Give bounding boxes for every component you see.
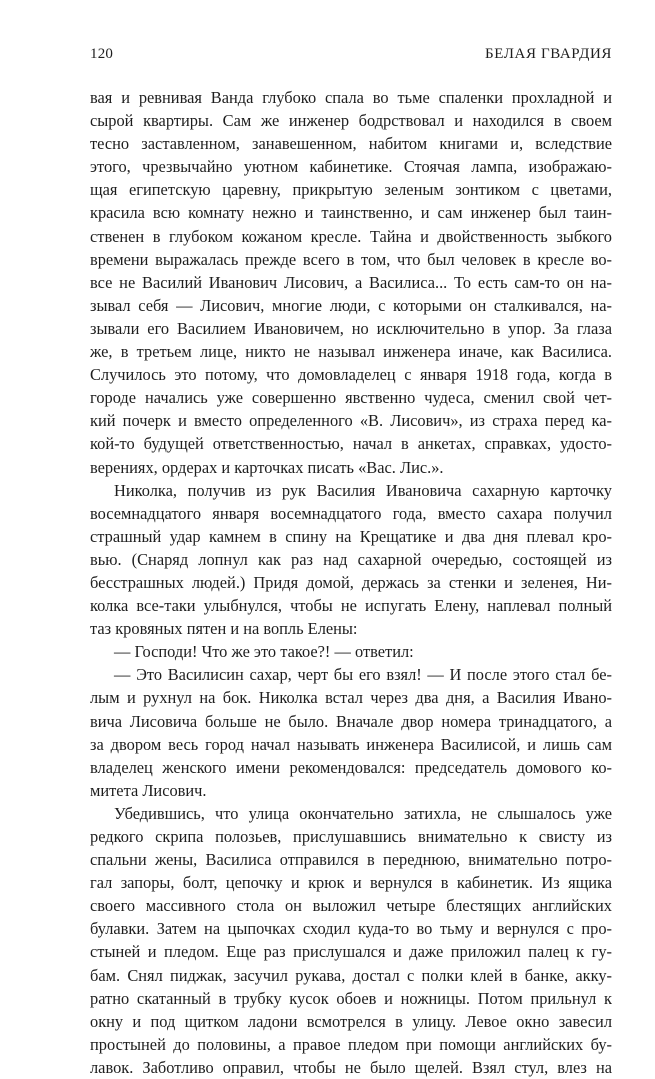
paragraph xyxy=(90,663,612,802)
text-line: восемнадцатого января восемнадцатого года, вместо сахара получил xyxy=(90,503,612,523)
text-line: страшный удар камнем в спину на Крещатике и два дня плевал кро- xyxy=(90,526,612,546)
text-line: верениях, ордерах и карточках писать «Вас. Лис.». xyxy=(90,457,444,477)
page-number: 120 xyxy=(90,46,114,62)
text-line: Убедившись, что улица окончательно затихла, не слышалось уже xyxy=(114,803,612,823)
book-title: БЕЛАЯ ГВАРДИЯ xyxy=(485,46,612,62)
paragraph xyxy=(90,479,612,641)
text-line: бесстрашных людей.) Придя домой, держась за стенки и зеленея, Ни- xyxy=(90,572,612,592)
paragraph xyxy=(90,640,612,663)
text-line: времени выражалась прежде всего в том, что был человек в кресле во- xyxy=(90,249,612,269)
text-line: стыней и пледом. Еще раз прислушался и даже приложил палец к гу- xyxy=(90,942,612,962)
text-line: за двором весь город начал называть инженера Василисой, и лишь сам xyxy=(90,734,612,754)
text-line: же, в третьем лице, никто не называл инженера иначе, как Василиса. xyxy=(90,342,612,362)
text-line: — Господи! Что же это такое?! — ответил: xyxy=(114,642,414,662)
text-line: бам. Снял пиджак, засучил рукава, достал с полки клей в банке, акку- xyxy=(90,965,612,985)
text-line: городе начались уже совершенно явственно чудеса, сменил свой чет- xyxy=(90,388,612,408)
text-line: вью. (Снаряд лопнул как раз над сахарной очередью, состоящей из xyxy=(90,549,612,569)
text-line: все не Василий Иванович Лисович, а Василиса... То есть сам-то он на- xyxy=(90,272,612,292)
text-line: редкого скрипа полозьев, прислушавшись внимательно к свисту из xyxy=(90,827,612,846)
text-line: ственен в глубоком кожаном кресле. Тайна и двойственность зыбкого xyxy=(90,226,612,246)
paragraph xyxy=(90,802,612,1079)
text-line: ратно скатанный в трубку кусок обоев и ножницы. Потом прильнул к xyxy=(90,988,612,1008)
text-line: гал запоры, болт, цепочку и крюк и вернулся в кабинетик. Из ящика xyxy=(90,873,612,893)
text-line: таз кровяных пятен и на вопль Елены: xyxy=(90,619,358,639)
text-line: сырой квартиры. Сам же инженер бодрствовал и находился в своем xyxy=(90,111,612,131)
text-line: — Это Василисин сахар, черт бы его взял! — И после этого стал бе- xyxy=(114,665,612,685)
body-text xyxy=(90,86,612,1079)
text-line: булавки. Затем на цыпочках сходил куда-то во тьму и вернулся с про- xyxy=(90,919,612,939)
text-line: своего массивного стола он выложил четыре блестящих английских xyxy=(90,896,612,916)
text-line: вича Лисовича больше не было. Вначале двор номера тринадцатого, а xyxy=(90,711,612,731)
text-line: зывал себя — Лисович, многие люди, с которыми он сталкивался, на- xyxy=(90,295,612,315)
text-line: тесно заставленном, занавешенном, набитом книгами и, вследствие xyxy=(90,134,612,154)
text-line: Николка, получив из рук Василия Ивановича сахарную карточку xyxy=(114,480,612,500)
text-line: кий почерк и вместо определенного «В. Лисович», из страха перед ка- xyxy=(90,411,612,431)
paragraph xyxy=(90,86,612,479)
text-line: щая египетскую царевну, прикрытую зеленым зонтиком с цветами, xyxy=(90,180,612,200)
text-line: этого, чрезвычайно уютном кабинетике. Стоячая лампа, изображаю- xyxy=(90,157,612,177)
text-line: митета Лисович. xyxy=(90,780,207,800)
running-head xyxy=(90,44,612,64)
text-line: спальни жены, Василиса отправился в переднюю, внимательно потро- xyxy=(90,850,612,870)
text-line: зывали его Василием Ивановичем, но исключительно в упор. За глаза xyxy=(90,318,612,338)
text-line: колка все-таки улыбнулся, чтобы не испугать Елену, наплевал полный xyxy=(90,596,612,616)
text-line: кой-то будущей ответственностью, начал в анкетах, справках, удосто- xyxy=(90,434,612,454)
text-line: красила всю комнату нежно и таинственно, и сам инженер был таин- xyxy=(90,203,612,223)
text-line: окну и под щитком ладони всмотрелся в улицу. Левое окно завесил xyxy=(90,1011,612,1031)
text-line: простыней до половины, а правое пледом при помощи английских бу- xyxy=(90,1034,612,1054)
text-line: вая и ревнивая Ванда глубоко спала во тьме спаленки прохладной и xyxy=(90,88,612,107)
text-line: лым и рухнул на бок. Николка встал через два дня, а Василия Ивано- xyxy=(90,688,612,708)
text-line: Случилось это потому, что домовладелец с января 1918 года, когда в xyxy=(90,365,612,385)
text-line: владелец женского имени рекомендовался: председатель домового ко- xyxy=(90,757,612,777)
text-line: лавок. Заботливо оправил, чтобы не было щелей. Взял стул, влез на xyxy=(90,1057,612,1077)
